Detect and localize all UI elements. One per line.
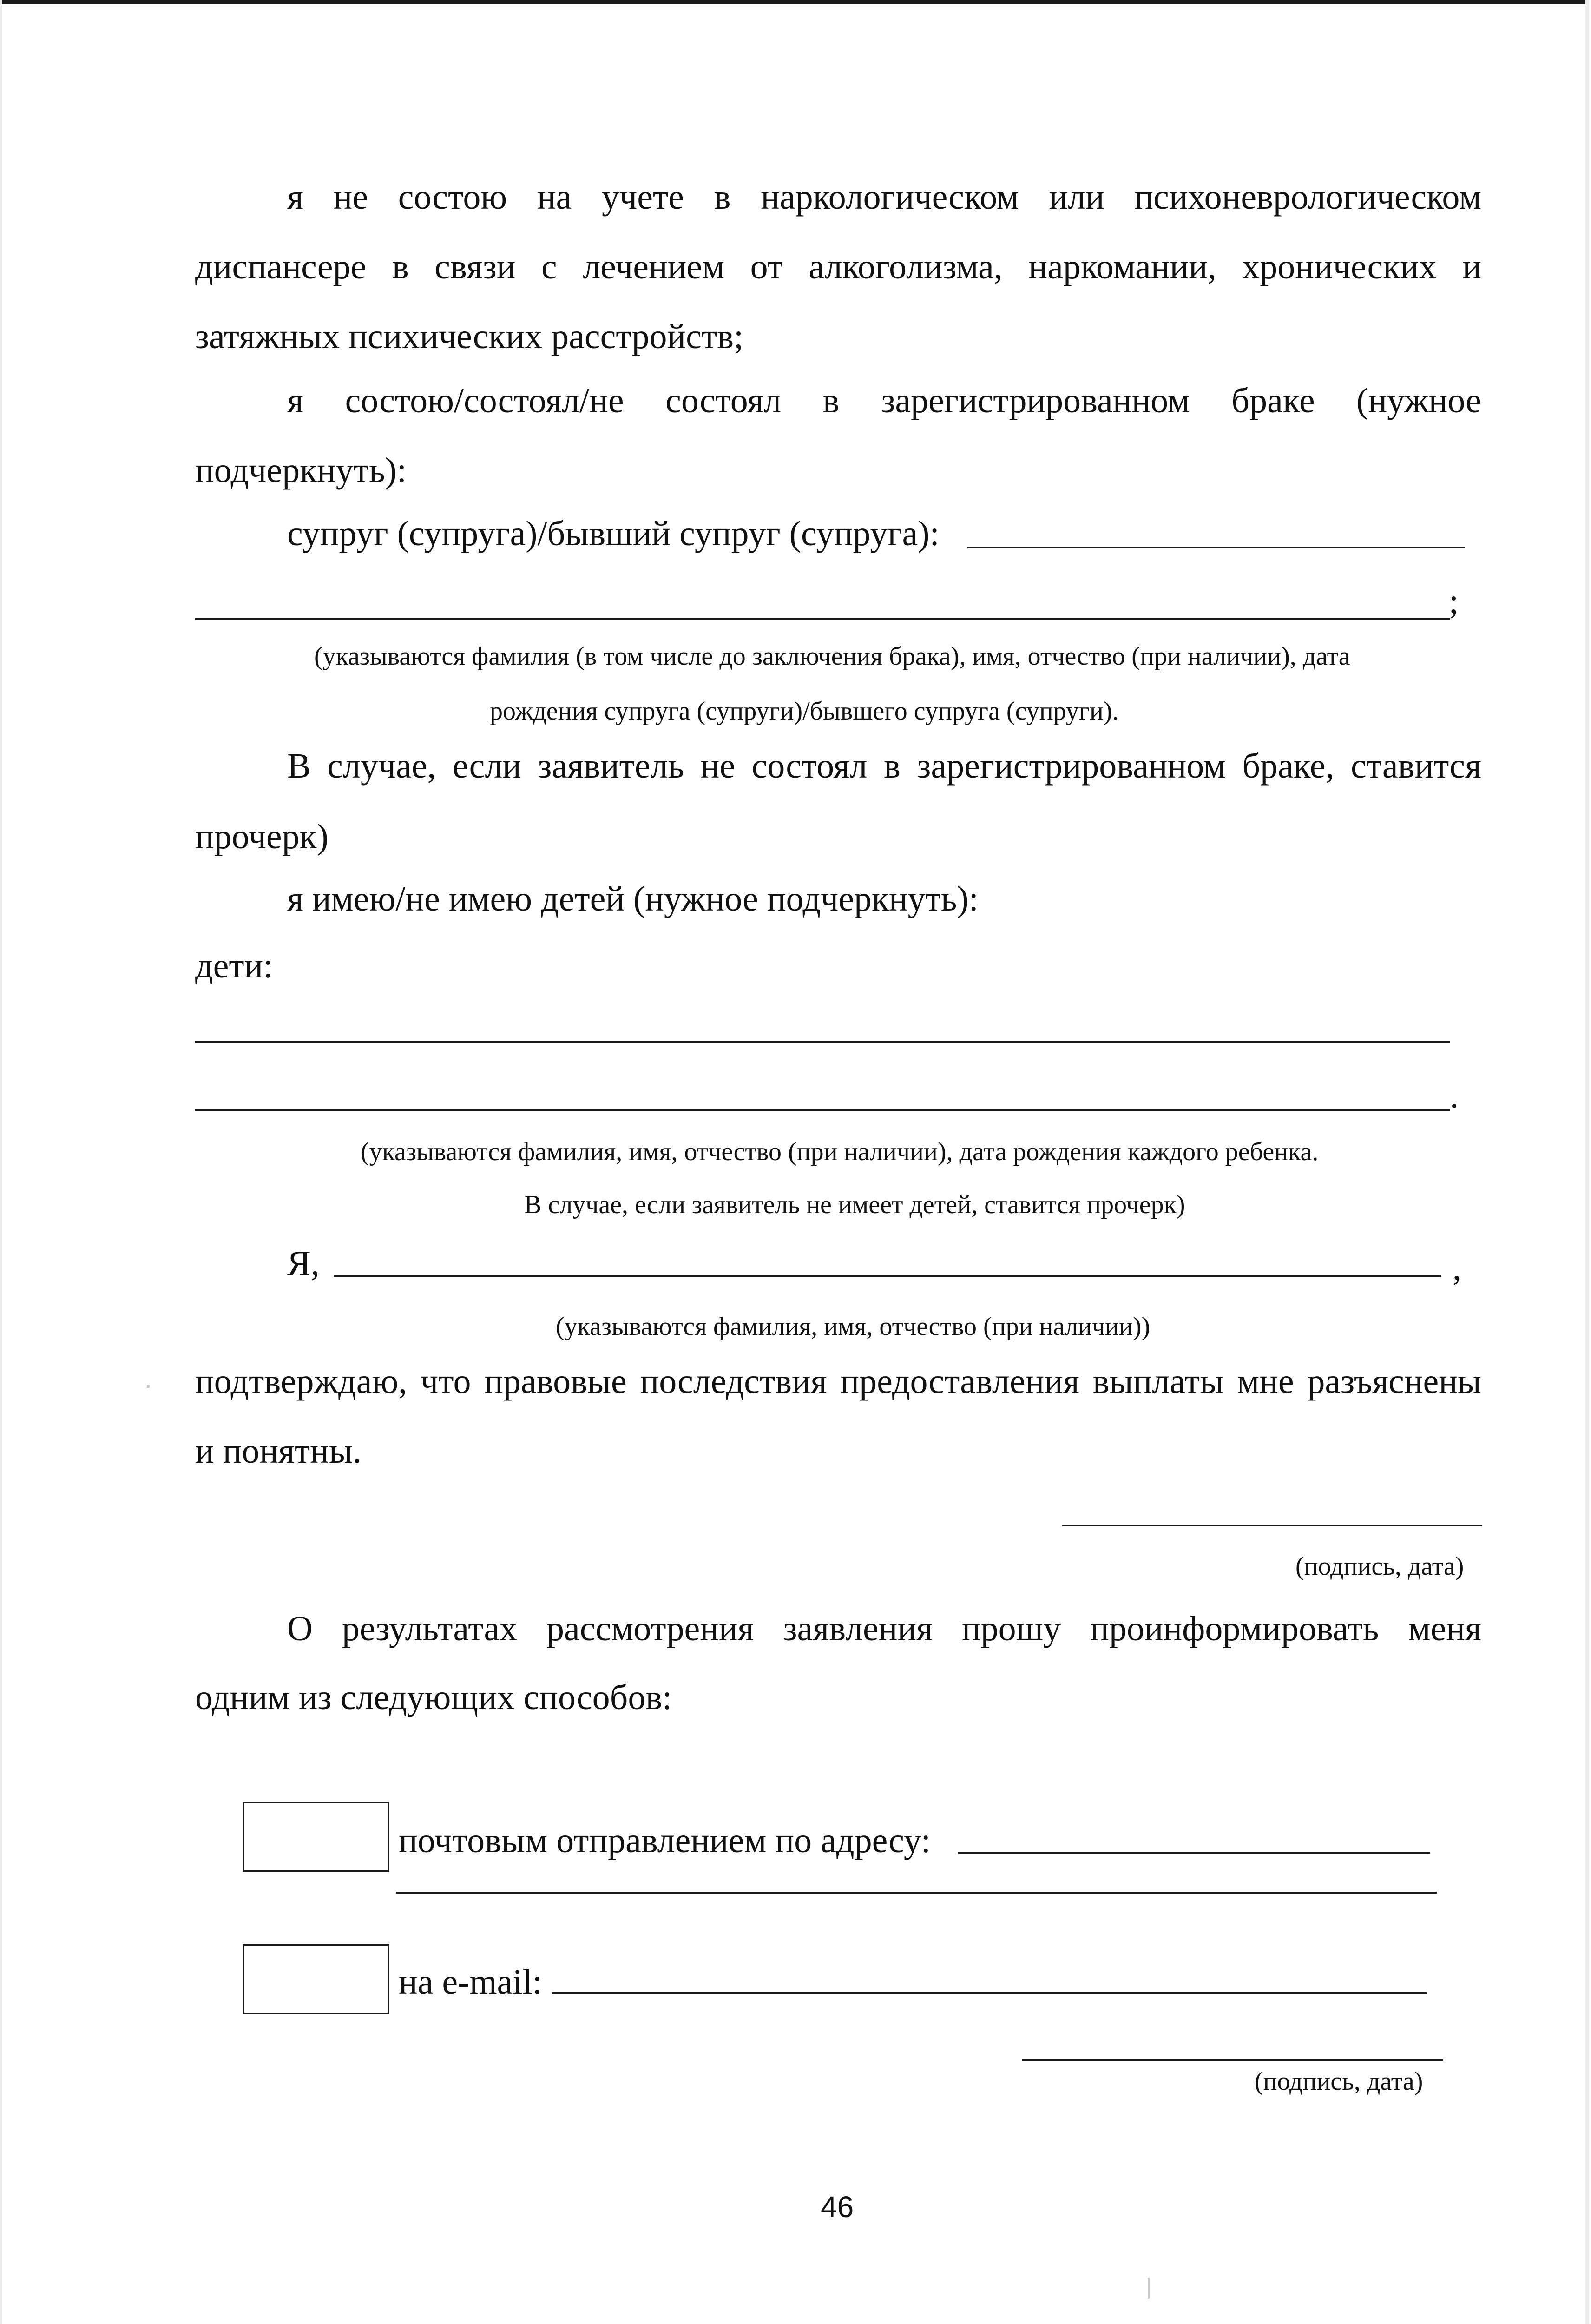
scan-speck [147, 1385, 150, 1388]
post-address-field-line-1[interactable] [958, 1852, 1430, 1854]
scan-edge-right [1585, 0, 1589, 2324]
confirm-text-line2: и понятны. [195, 1432, 362, 1471]
post-address-field-line-2[interactable] [396, 1892, 1437, 1894]
applicant-line-end: , [1453, 1248, 1461, 1287]
children-label: дети: [195, 946, 273, 985]
email-option-checkbox[interactable] [243, 1944, 389, 2014]
post-option-label: почтовым отправлением по адресу: [399, 1821, 931, 1860]
signature-field-line-2[interactable] [1022, 2059, 1443, 2061]
spouse-field-line-2[interactable] [195, 618, 1450, 620]
spouse-label: супруг (супруга)/бывший супруг (супруга): [287, 514, 940, 553]
children-line-end: . [1450, 1076, 1459, 1116]
narcology-text-line3: затяжных психических расстройств; [195, 317, 744, 356]
children-field-line-1[interactable] [195, 1041, 1450, 1043]
applicant-label: Я, [287, 1244, 320, 1283]
page-number: 46 [821, 2190, 854, 2224]
no-marriage-text-line2: прочерк) [195, 817, 329, 856]
spouse-hint-line2: рождения супруга (супруги)/бывшего супруга (супруги). [490, 697, 1119, 726]
email-option-label: на e-mail: [399, 1962, 542, 2001]
spouse-line-end: ; [1449, 582, 1459, 621]
children-text: я имею/не имею детей (нужное подчеркнуть): [287, 879, 979, 918]
spouse-field-line-1[interactable] [967, 547, 1465, 548]
scan-edge-left [0, 0, 2, 2324]
narcology-text-line1: я не состою на учете в наркологическом или психоневрологическом [287, 178, 1481, 217]
children-field-line-2[interactable] [195, 1109, 1450, 1111]
email-field-line[interactable] [552, 1992, 1427, 1994]
narcology-text-line2: диспансере в связи с лечением от алкоголизма, наркомании, хронических и [195, 247, 1481, 286]
top-rule [0, 0, 1589, 4]
signature-field-line-1[interactable] [1062, 1525, 1482, 1526]
confirm-text-line1: подтверждаю, что правовые последствия предоставления выплаты мне разъяснены [195, 1362, 1481, 1401]
applicant-hint: (указываются фамилия, имя, отчество (при наличии)) [556, 1312, 1151, 1341]
children-hint-line1: (указываются фамилия, имя, отчество (при наличии), дата рождения каждого ребенка. [361, 1137, 1319, 1166]
post-option-checkbox[interactable] [243, 1802, 389, 1872]
children-hint-line2: В случае, если заявитель не имеет детей, ставится прочерк) [524, 1190, 1185, 1219]
marriage-text-line1: я состою/состоял/не состоял в зарегистрированном браке (нужное [287, 381, 1481, 420]
signature-hint-1: (подпись, дата) [1295, 1552, 1464, 1581]
marriage-text-line2: подчеркнуть): [195, 451, 407, 490]
signature-hint-2: (подпись, дата) [1255, 2067, 1423, 2096]
no-marriage-text-line1: В случае, если заявитель не состоял в зарегистрированном браке, ставится [287, 746, 1481, 786]
scan-speck [1148, 2278, 1150, 2299]
spouse-hint-line1: (указываются фамилия (в том числе до заключения брака), имя, отчество (при наличии), дата [314, 642, 1350, 671]
results-text-line2: одним из следующих способов: [195, 1678, 672, 1717]
results-text-line1: О результатах рассмотрения заявления прошу проинформировать меня [287, 1609, 1481, 1648]
applicant-name-field-line[interactable] [334, 1275, 1441, 1277]
